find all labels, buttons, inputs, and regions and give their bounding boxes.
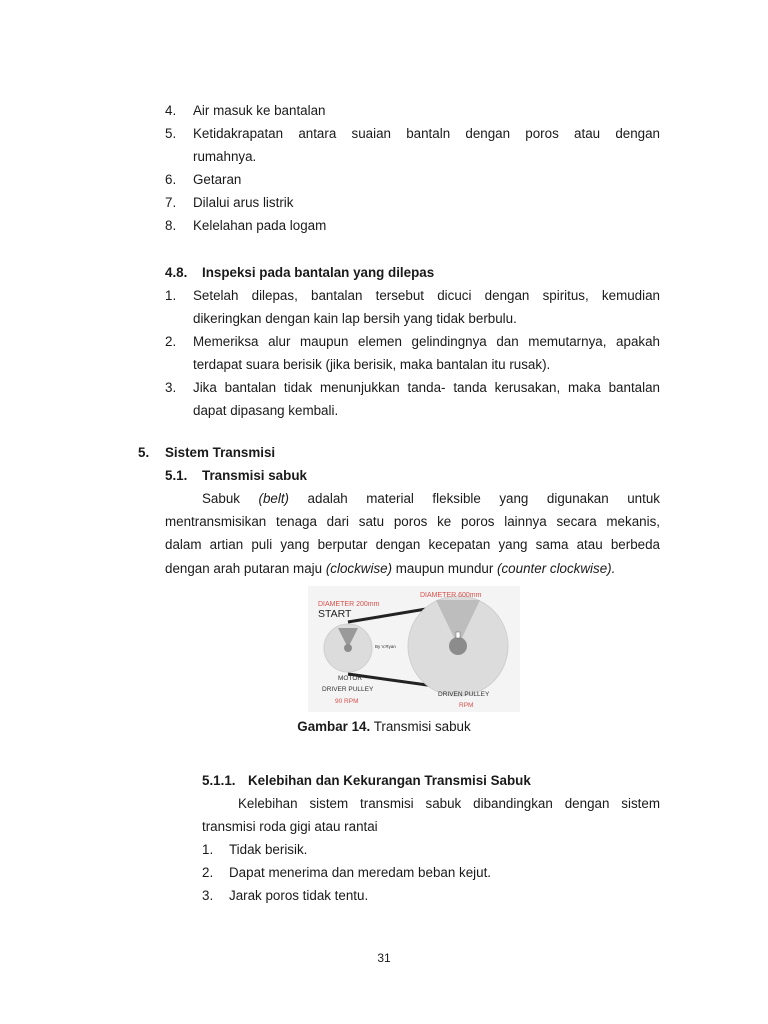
section-number: 5. <box>138 445 150 460</box>
section-number: 4.8. <box>165 265 188 280</box>
list-item: Setelah dilepas, bantalan tersebut dicuci dengan spiritus, kemudian <box>193 288 660 303</box>
list-item-continuation: rumahnya. <box>193 149 257 164</box>
list-item-continuation: terdapat suara berisik (jika berisik, maka bantalan itu rusak). <box>193 357 551 372</box>
paragraph-line: mentransmisikan tenaga dari satu poros ke poros lainnya secara mekanis, <box>165 514 660 529</box>
list-number: 3. <box>202 888 214 903</box>
label-driver-rpm: 90 RPM <box>335 698 359 705</box>
paragraph-line: dalam artian puli yang berputar dengan kecepatan yang sama atau berbeda <box>165 537 660 552</box>
label-credit: By V.Ryan <box>375 644 396 649</box>
section-heading: Sistem Transmisi <box>165 445 276 460</box>
label-driver-pulley: DRIVER PULLEY <box>322 686 374 693</box>
list-item: Memeriksa alur maupun elemen gelindingnya dan memutarnya, apakah <box>193 334 660 349</box>
belt-transmission-figure <box>308 586 520 712</box>
list-item: Getaran <box>193 172 242 187</box>
list-number: 2. <box>165 334 177 349</box>
section-heading: Inspeksi pada bantalan yang dilepas <box>202 265 435 280</box>
list-number: 8. <box>165 218 177 233</box>
list-number: 6. <box>165 172 177 187</box>
label-small-diameter: DIAMETER 200mm <box>318 601 380 608</box>
driven-pulley-hub <box>449 637 467 655</box>
label-driven-pulley: DRIVEN PULLEY <box>438 691 490 698</box>
list-item: Jarak poros tidak tentu. <box>229 888 369 903</box>
driver-pulley-hub <box>344 644 352 652</box>
list-item: Dilalui arus listrik <box>193 195 294 210</box>
label-driven-rpm: RPM <box>459 702 474 709</box>
paragraph-line: Sabuk (belt) adalah material fleksible yang digunakan untuk <box>202 491 660 506</box>
caption-text: Transmisi sabuk <box>373 719 471 734</box>
list-number: 2. <box>202 865 214 880</box>
paragraph-line: dengan arah putaran maju (clockwise) maupun mundur (counter clockwise). <box>165 561 616 576</box>
list-item: Ketidakrapatan antara suaian bantaln dengan poros atau dengan <box>193 126 660 141</box>
label-large-diameter: DIAMETER 600mm <box>420 592 482 599</box>
figure-caption <box>0 718 768 736</box>
list-item-continuation: dikeringkan dengan kain lap bersih yang tidak berbulu. <box>193 311 517 326</box>
label-motor: MOTOR <box>338 675 363 682</box>
subsection-number: 5.1.1. <box>202 773 236 788</box>
list-number: 4. <box>165 103 177 118</box>
paragraph-line: transmisi roda gigi atau rantai <box>202 819 378 834</box>
subsection-number: 5.1. <box>165 468 188 483</box>
subsection-heading: Transmisi sabuk <box>202 468 307 483</box>
list-number: 3. <box>165 380 177 395</box>
list-item: Tidak berisik. <box>229 842 308 857</box>
subsection-heading: Kelebihan dan Kekurangan Transmisi Sabuk <box>248 773 531 788</box>
caption-label: Gambar 14. <box>297 719 371 734</box>
label-start: START <box>318 608 352 620</box>
list-number: 1. <box>165 288 177 303</box>
list-number: 7. <box>165 195 177 210</box>
paragraph-line: Kelebihan sistem transmisi sabuk dibandingkan dengan sistem <box>238 796 660 811</box>
list-number: 5. <box>165 126 177 141</box>
list-item: Jika bantalan tidak menunjukkan tanda- tanda kerusakan, maka bantalan <box>193 380 660 395</box>
driven-pulley-key <box>456 632 460 638</box>
list-item-continuation: dapat dipasang kembali. <box>193 403 339 418</box>
list-item: Dapat menerima dan meredam beban kejut. <box>229 865 492 880</box>
list-number: 1. <box>202 842 214 857</box>
page-number: 31 <box>377 951 391 965</box>
list-item: Air masuk ke bantalan <box>193 103 326 118</box>
list-item: Kelelahan pada logam <box>193 218 327 233</box>
